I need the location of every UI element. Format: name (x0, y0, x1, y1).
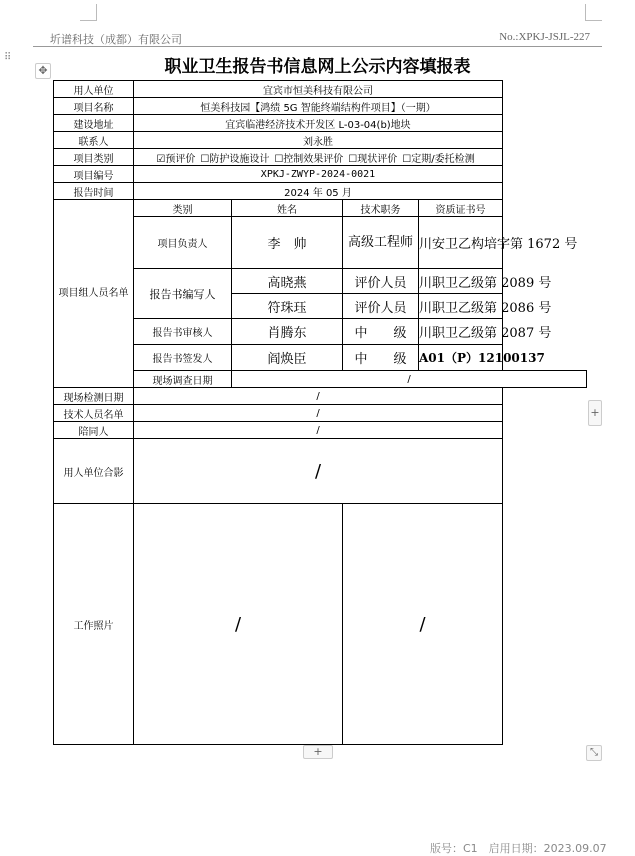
add-row-button[interactable]: + (303, 745, 333, 759)
name: 高晓燕 (232, 269, 343, 294)
header-doc-no: No.:XPKJ-JSJL-227 (499, 31, 590, 43)
category-option[interactable]: ☐定期/委托检测 (402, 153, 475, 165)
row-address (54, 115, 587, 132)
address-value[interactable]: 宜宾临港经济技术开发区 L-03-04(b)地块 (134, 115, 503, 132)
col-header: 姓名 (232, 200, 343, 217)
row-contact (54, 132, 587, 149)
role: 项目负责人 (134, 217, 232, 269)
row-photos (54, 504, 587, 745)
header-divider (33, 46, 602, 47)
row-report-time (54, 183, 587, 200)
project-name-value[interactable]: 恒美科技园【鸿绩 5G 智能终端结构件项目】（一期） (134, 98, 503, 115)
name: 阎焕臣 (232, 345, 343, 371)
name: 肖腾东 (232, 319, 343, 345)
label: 现场检测日期 (54, 388, 134, 405)
staff-row (54, 269, 587, 294)
cert: A01（P）12100137 (419, 345, 503, 371)
col-header: 资质证书号 (419, 200, 503, 217)
category-option[interactable]: ☐防护设施设计 (200, 153, 270, 165)
resize-table-icon[interactable]: ⤡ (586, 745, 602, 761)
seal-photo[interactable]: / (134, 439, 503, 504)
label: 联系人 (54, 132, 134, 149)
col-header: 类别 (134, 200, 232, 217)
category-option[interactable]: ☐控制效果评价 (274, 153, 344, 165)
crop-mark (585, 4, 602, 21)
cert: 川职卫乙级第 2089 号 (419, 269, 503, 294)
category-options (134, 149, 503, 166)
title: 评价人员 (343, 269, 419, 294)
employer-value[interactable]: 宜宾市恒美科技有限公司 (134, 81, 503, 98)
staff-row (54, 345, 587, 371)
title: 评价人员 (343, 294, 419, 319)
row-test-date (54, 388, 587, 405)
row-seal (54, 439, 587, 504)
drag-grip-icon[interactable]: ⠿ (4, 52, 13, 63)
category-option[interactable]: ☑预评价 (156, 153, 196, 165)
cert: 川职卫乙级第 2086 号 (419, 294, 503, 319)
label: 建设地址 (54, 115, 134, 132)
title: 中 级 (343, 345, 419, 371)
value[interactable]: / (134, 405, 503, 422)
staff-row (54, 319, 587, 345)
row-project-name (54, 98, 587, 115)
label: 工作照片 (54, 504, 134, 745)
cert: 川安卫乙构培字第 1672 号 (419, 217, 503, 269)
label: 项目类别 (54, 149, 134, 166)
title: 中 级 (343, 319, 419, 345)
staff-label: 项目组人员名单 (54, 200, 134, 388)
label: 项目名称 (54, 98, 134, 115)
page-title: 职业卫生报告书信息网上公示内容填报表 (164, 57, 471, 77)
row-project-no (54, 166, 587, 183)
photo-left[interactable]: / (134, 504, 343, 745)
role: 报告书编写人 (134, 269, 232, 319)
role: 报告书审核人 (134, 319, 232, 345)
value[interactable]: / (232, 371, 587, 388)
staff-row (54, 217, 587, 269)
table-move-icon[interactable]: ✥ (35, 63, 51, 79)
cert: 川职卫乙级第 2087 号 (419, 319, 503, 345)
name: 符珠珏 (232, 294, 343, 319)
row-survey-date (54, 371, 587, 388)
title: 高级工程师 (343, 217, 419, 269)
row-category (54, 149, 587, 166)
value[interactable]: / (134, 388, 503, 405)
report-time-value[interactable]: 2024 年 05 月 (134, 183, 503, 200)
photo-right[interactable]: / (343, 504, 503, 745)
crop-mark (80, 4, 97, 21)
col-header: 技术职务 (343, 200, 419, 217)
header-company: 圻谱科技（成都）有限公司 (50, 33, 182, 46)
label: 陪同人 (54, 422, 134, 439)
row-employer (54, 81, 587, 98)
label: 现场调查日期 (134, 371, 232, 388)
label: 用人单位合影 (54, 439, 134, 504)
label: 项目编号 (54, 166, 134, 183)
label: 报告时间 (54, 183, 134, 200)
row-escort (54, 422, 587, 439)
add-column-button[interactable]: + (588, 400, 602, 426)
info-table (53, 80, 587, 745)
category-option[interactable]: ☐现状评价 (348, 153, 398, 165)
label: 技术人员名单 (54, 405, 134, 422)
label: 用人单位 (54, 81, 134, 98)
role: 报告书签发人 (134, 345, 232, 371)
value[interactable]: / (134, 422, 503, 439)
staff-header-row (54, 200, 587, 217)
row-tech-staff (54, 405, 587, 422)
name: 李 帅 (232, 217, 343, 269)
footer-version: 版号：C1 启用日期：2023.09.07 (430, 842, 607, 855)
contact-value[interactable]: 刘永胜 (134, 132, 503, 149)
project-no-value[interactable]: XPKJ-ZWYP-2024-0021 (134, 166, 503, 183)
